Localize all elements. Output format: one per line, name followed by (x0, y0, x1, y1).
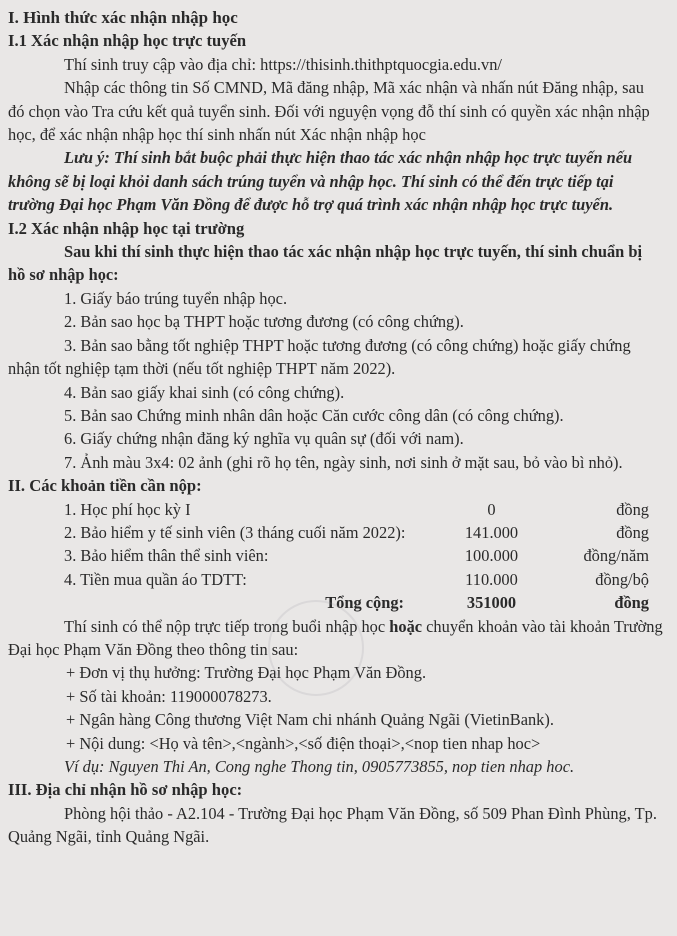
faded-stamp (268, 600, 364, 696)
fee-row (8, 544, 663, 567)
document-item-7: 7. Ảnh màu 3x4: 02 ảnh (ghi rõ họ tên, ngày sinh, nơi sinh ở mặt sau, bỏ vào bì nhỏ). (64, 452, 623, 472)
document-item-6: 6. Giấy chứng nhận đăng ký nghĩa vụ quân sự (đối với nam). (64, 429, 464, 449)
payment-text: Thí sinh có thể nộp trực tiếp trong buổi nhập học (64, 616, 390, 636)
bank-name: + Ngân hàng Công thương Việt Nam chi nhánh Quảng Ngãi (VietinBank). (66, 710, 554, 730)
section-1-title: I. Hình thức xác nhận nhập học (8, 8, 238, 27)
bank-beneficiary: + Đơn vị thụ hưởng: Trường Đại học Phạm Văn Đồng. (66, 663, 427, 683)
fee-amount: 0 (487, 499, 496, 519)
total-label: Tổng cộng: (325, 593, 404, 613)
payment-or: hoặc (389, 616, 423, 636)
important-note: Lưu ý: Thí sinh bắt buộc phải thực hiện thao tác xác nhận nhập học trực tuyến nếu không sẽ bị loại khỏi danh sách trúng tuyển và nhập học. Thí sinh có thể đến trực tiếp tại trường Đại học Phạm Văn Đồng để được hỗ trợ quá trình xác nhận nhập học trực tuyến. (8, 148, 633, 215)
fee-amount: 141.000 (464, 522, 519, 542)
document-item-1: 1. Giấy báo trúng tuyển nhập học. (64, 288, 288, 308)
fee-unit: đồng (616, 499, 649, 519)
document-item-4: 4. Bản sao giấy khai sinh (có công chứng). (64, 382, 345, 402)
fee-row (8, 521, 663, 544)
section-2-title: II. Các khoản tiền cần nộp: (8, 476, 202, 496)
document-item-3: 3. Bản sao bằng tốt nghiệp THPT hoặc tương đương (có công chứng) hoặc giấy chứng nhận tốt nghiệp tạm thời (nếu tốt nghiệp THPT năm 2022). (8, 335, 631, 379)
fee-amount: 100.000 (464, 546, 519, 566)
total-amount: 351000 (466, 593, 517, 613)
fee-row (8, 568, 663, 591)
document-item-2: 2. Bản sao học bạ THPT hoặc tương đương (có công chứng). (64, 312, 464, 332)
fee-label: 3. Bảo hiểm thân thể sinh viên: (64, 546, 269, 566)
fee-label: 1. Học phí học kỳ I (64, 499, 191, 519)
fee-unit: đồng (616, 522, 649, 542)
payment-text-rest: chuyển khoản vào tài khoản Trường Đại học Phạm Văn Đồng theo thông tin sau: (8, 616, 663, 659)
section-1-2-title: I.2 Xác nhận nhập học tại trường (8, 218, 245, 238)
bank-account-number: + Số tài khoản: 119000078273. (66, 686, 272, 706)
section-1-1-title: I.1 Xác nhận nhập học trực tuyến (8, 31, 247, 51)
fee-row (8, 498, 663, 521)
fee-label: 4. Tiền mua quần áo TDTT: (64, 569, 247, 589)
submission-address: Phòng hội thảo - A2.104 - Trường Đại học Phạm Văn Đồng, số 509 Phan Đình Phùng, Tp. Quảng Ngãi, tỉnh Quảng Ngãi. (8, 803, 657, 847)
login-instructions: Nhập các thông tin Số CMND, Mã đăng nhập, Mã xác nhận và nhấn nút Đăng nhập, sau đó chọn vào Tra cứu kết quả tuyển sinh. Đối với nguyện vọng đỗ thí sinh có quyền xác nhận nhập học, để xác nhận nhập học thí sinh nhấn nút Xác nhận nhập học (8, 78, 650, 145)
section-3-title: III. Địa chỉ nhận hồ sơ nhập học: (8, 780, 243, 800)
transfer-content: + Nội dung: <Họ và tên>,<ngành>,<số điện thoại>,<nop tien nhap hoc> (66, 733, 541, 753)
fee-unit: đồng/bộ (595, 569, 649, 589)
documents-intro: Sau khi thí sinh thực hiện thao tác xác nhận nhập học trực tuyến, thí sinh chuẩn bị hồ sơ nhập học: (8, 242, 643, 285)
fee-label: 2. Bảo hiểm y tế sinh viên (3 tháng cuối năm 2022): (64, 523, 406, 543)
document-item-5: 5. Bản sao Chứng minh nhân dân hoặc Căn cước công dân (có công chứng). (64, 405, 564, 425)
fee-unit: đồng/năm (583, 546, 649, 566)
access-address: Thí sinh truy cập vào địa chỉ: https://thisinh.thithptquocgia.edu.vn/ (64, 54, 502, 74)
total-unit: đồng (614, 593, 649, 613)
fee-amount: 110.000 (465, 569, 518, 589)
transfer-example: Ví dụ: Nguyen Thi An, Cong nghe Thong tin, 0905773855, nop tien nhap hoc. (64, 757, 575, 776)
